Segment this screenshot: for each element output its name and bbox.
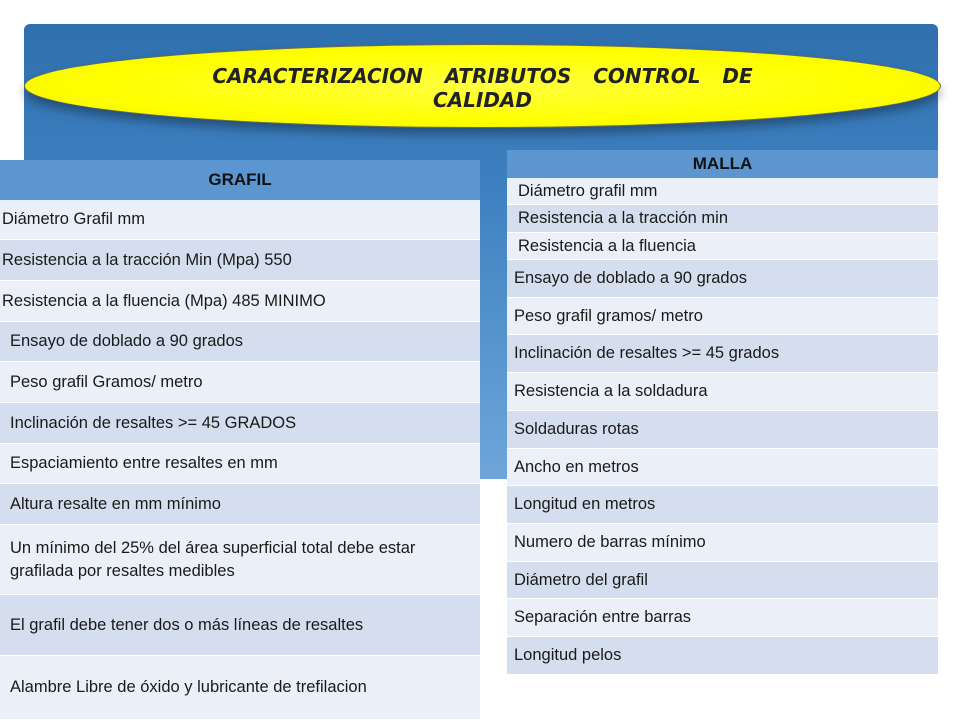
grafil-row: Ensayo de doblado a 90 grados xyxy=(0,322,480,362)
malla-row: Peso grafil gramos/ metro xyxy=(507,298,938,335)
malla-row: Resistencia a la tracción min xyxy=(507,205,938,233)
grafil-row: Resistencia a la tracción Min (Mpa) 550 xyxy=(0,240,480,281)
grafil-table xyxy=(0,160,480,720)
grafil-header: GRAFIL xyxy=(0,160,480,200)
malla-row: Numero de barras mínimo xyxy=(507,524,938,562)
malla-header: MALLA xyxy=(507,150,938,178)
grafil-row: Inclinación de resaltes >= 45 GRADOS xyxy=(0,403,480,444)
malla-row: Longitud pelos xyxy=(507,637,938,675)
grafil-row: El grafil debe tener dos o más líneas de resaltes xyxy=(0,595,480,656)
grafil-row: Altura resalte en mm mínimo xyxy=(0,484,480,525)
title-banner xyxy=(24,44,941,128)
grafil-row: Espaciamiento entre resaltes en mm xyxy=(0,444,480,484)
grafil-row: Un mínimo del 25% del área superficial total debe estar grafilada por resaltes medibles xyxy=(0,525,480,595)
malla-row: Resistencia a la soldadura xyxy=(507,373,938,411)
page-title: CARACTERIZACION ATRIBUTOS CONTROL DE CALIDAD xyxy=(212,64,764,112)
malla-row: Inclinación de resaltes >= 45 grados xyxy=(507,335,938,373)
malla-row: Diámetro del grafil xyxy=(507,562,938,599)
grafil-row: Resistencia a la fluencia (Mpa) 485 MINIMO xyxy=(0,281,480,322)
malla-row: Ancho en metros xyxy=(507,449,938,486)
malla-row: Longitud en metros xyxy=(507,486,938,524)
malla-row: Ensayo de doblado a 90 grados xyxy=(507,260,938,298)
grafil-row: Peso grafil Gramos/ metro xyxy=(0,362,480,403)
malla-row: Soldaduras rotas xyxy=(507,411,938,449)
malla-row: Separación entre barras xyxy=(507,599,938,637)
malla-table xyxy=(507,150,938,675)
grafil-row: Alambre Libre de óxido y lubricante de trefilacion xyxy=(0,656,480,720)
grafil-row: Diámetro Grafil mm xyxy=(0,200,480,240)
malla-row: Resistencia a la fluencia xyxy=(507,233,938,260)
malla-row: Diámetro grafil mm xyxy=(507,178,938,205)
